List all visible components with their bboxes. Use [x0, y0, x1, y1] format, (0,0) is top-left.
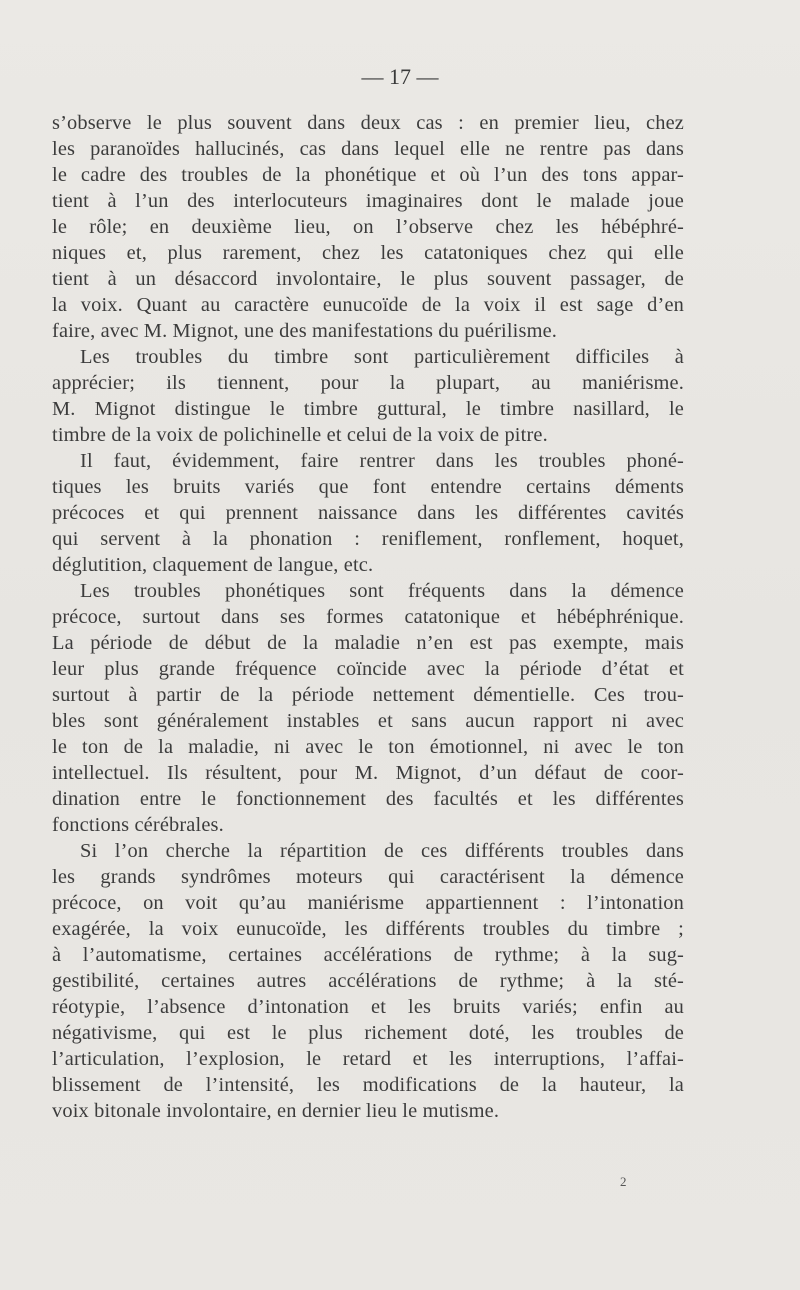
text-line: timbre de la voix de polichinelle et celui de la voix de pitre. [52, 424, 548, 446]
text-line: gestibilité, certaines autres accélérations de rythme; à la sté- [52, 970, 684, 992]
text-line: Il faut, évidemment, faire rentrer dans les troubles phoné- [80, 450, 684, 472]
page-number: — 17 — [361, 64, 439, 89]
text-line: s’observe le plus souvent dans deux cas : en premier lieu, chez [52, 112, 684, 134]
text-line: tient à un désaccord involontaire, le plus souvent passager, de [52, 268, 684, 290]
text-line: fonctions cérébrales. [52, 814, 224, 836]
text-line: Les troubles du timbre sont particulièrement difficiles à [80, 346, 684, 368]
text-line: apprécier; ils tiennent, pour la plupart, au maniérisme. [52, 372, 684, 394]
text-line: le ton de la maladie, ni avec le ton émotionnel, ni avec le ton [52, 736, 684, 758]
text-line: le cadre des troubles de la phonétique et où l’un des tons appar- [52, 164, 684, 186]
text-line: Les troubles phonétiques sont fréquents dans la démence [80, 580, 684, 602]
text-line: dination entre le fonctionnement des facultés et les différentes [52, 788, 684, 810]
text-line: négativisme, qui est le plus richement doté, les troubles de [52, 1022, 684, 1044]
text-line: l’articulation, l’explosion, le retard et les interruptions, l’affai- [52, 1048, 684, 1070]
text-line: précoces et qui prennent naissance dans les différentes cavités [52, 502, 684, 524]
text-line: réotypie, l’absence d’intonation et les bruits variés; enfin au [52, 996, 684, 1018]
text-line: la voix. Quant au caractère eunucoïde de la voix il est sage d’en [52, 294, 684, 316]
text-line: voix bitonale involontaire, en dernier lieu le mutisme. [52, 1100, 500, 1122]
text-line: qui servent à la phonation : reniflement, ronflement, hoquet, [52, 528, 684, 550]
text-line: les grands syndrômes moteurs qui caractérisent la démence [52, 866, 684, 888]
text-line: précoce, surtout dans ses formes catatonique et hébéphrénique. [52, 606, 684, 628]
text-line: M. Mignot distingue le timbre guttural, le timbre nasillard, le [52, 398, 684, 420]
text-line: à l’automatisme, certaines accélérations de rythme; à la sug- [52, 944, 684, 966]
text-line: niques et, plus rarement, chez les catatoniques chez qui elle [52, 242, 684, 264]
text-line: surtout à partir de la période nettement démentielle. Ces trou- [52, 684, 684, 706]
text-line: bles sont généralement instables et sans aucun rapport ni avec [52, 710, 684, 732]
text-line: Si l’on cherche la répartition de ces différents troubles dans [80, 840, 684, 862]
text-line: déglutition, claquement de langue, etc. [52, 554, 374, 576]
signature-mark: 2 [620, 1174, 627, 1189]
text-line: intellectuel. Ils résultent, pour M. Mignot, d’un défaut de coor- [52, 762, 684, 784]
body-text [52, 110, 684, 1124]
text-line: tient à l’un des interlocuteurs imaginaires dont le malade joue [52, 190, 684, 212]
text-line: La période de début de la maladie n’en est pas exempte, mais [52, 632, 684, 654]
text-line: précoce, on voit qu’au maniérisme appartiennent : l’intonation [52, 892, 684, 914]
text-line: faire, avec M. Mignot, une des manifestations du puérilisme. [52, 320, 558, 342]
text-line: exagérée, la voix eunucoïde, les différents troubles du timbre ; [52, 918, 684, 940]
text-line: blissement de l’intensité, les modifications de la hauteur, la [52, 1074, 684, 1096]
text-line: tiques les bruits variés que font entendre certains déments [52, 476, 684, 498]
text-line: leur plus grande fréquence coïncide avec la période d’état et [52, 658, 684, 680]
text-line: les paranoïdes hallucinés, cas dans lequel elle ne rentre pas dans [52, 138, 684, 160]
text-line: le rôle; en deuxième lieu, on l’observe chez les hébéphré- [52, 216, 684, 238]
